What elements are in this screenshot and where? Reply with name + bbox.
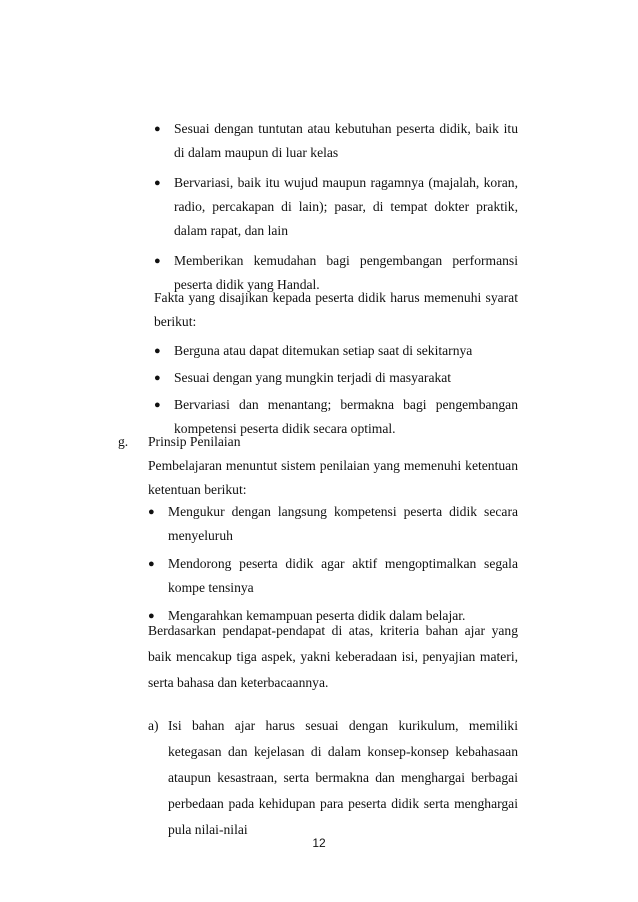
bullet-icon: ● <box>148 558 155 570</box>
list-item-text: Sesuai dengan yang mungkin terjadi di masyarakat <box>174 370 452 385</box>
list-item-text: Mendorong peserta didik agar aktif mengoptimalkan segala kompe tensinya <box>168 556 518 595</box>
bullet-icon: ● <box>154 123 161 135</box>
page-number: 12 <box>312 836 326 850</box>
list-item-text: Mengukur dengan langsung kompetensi peserta didik secara menyeluruh <box>168 504 518 543</box>
summary-paragraph: Berdasarkan pendapat-pendapat di atas, kriteria bahan ajar yang baik mencakup tiga aspek, yakni keberadaan isi, penyajian materi, serta bahasa dan keterbacaannya. <box>148 623 518 690</box>
item-a <box>148 713 518 843</box>
bullet-icon: ● <box>148 610 155 622</box>
list-item-text: Berguna atau dapat ditemukan setiap saat di sekitarnya <box>174 343 473 358</box>
list-item <box>154 339 518 363</box>
list-item <box>148 552 518 600</box>
criteria-list <box>154 117 518 297</box>
list-item <box>154 117 518 165</box>
fakta-paragraph: Fakta yang disajikan kepada peserta didik harus memenuhi syarat berikut: <box>154 290 518 329</box>
fakta-requirements-list <box>154 339 518 441</box>
list-item-text: Bervariasi dan menantang; bermakna bagi pengembangan kompetensi peserta didik secara optimal. <box>174 397 518 436</box>
list-item <box>154 171 518 243</box>
assessment-principles-list <box>148 500 518 628</box>
bullet-icon: ● <box>154 177 161 189</box>
item-a-text: Isi bahan ajar harus sesuai dengan kurikulum, memiliki ketegasan dan kejelasan di dalam konsep-konsep kebahasaan ataupun kesastraan, serta bermakna dan menghargai berbagai perbedaan pada kehidupan para peserta didik serta menghargai pula nilai-nilai <box>168 718 518 837</box>
list-item-text: Sesuai dengan tuntutan atau kebutuhan peserta didik, baik itu di dalam maupun di luar kelas <box>174 121 518 160</box>
bullet-icon: ● <box>154 399 161 411</box>
list-item-text: Memberikan kemudahan bagi pengembangan performansi peserta didik yang Handal. <box>174 253 518 292</box>
list-item-text: Bervariasi, baik itu wujud maupun ragamnya (majalah, koran, radio, percakapan di lain); pasar, di tempat dokter praktik, dalam rapat, dan lain <box>174 175 518 238</box>
list-item <box>148 500 518 548</box>
list-item-text: Mengarahkan kemampuan peserta didik dalam belajar. <box>168 608 466 623</box>
item-a-marker: a) <box>148 718 159 733</box>
section-heading <box>118 430 518 454</box>
bullet-icon: ● <box>148 506 155 518</box>
list-item <box>154 366 518 390</box>
bullet-icon: ● <box>154 255 161 267</box>
bullet-icon: ● <box>154 372 161 384</box>
section-marker: g. <box>118 434 129 449</box>
section-intro-paragraph: Pembelajaran menuntut sistem penilaian yang memenuhi ketentuan ketentuan berikut: <box>148 458 518 497</box>
section-title: Prinsip Penilaian <box>148 434 241 449</box>
bullet-icon: ● <box>154 345 161 357</box>
